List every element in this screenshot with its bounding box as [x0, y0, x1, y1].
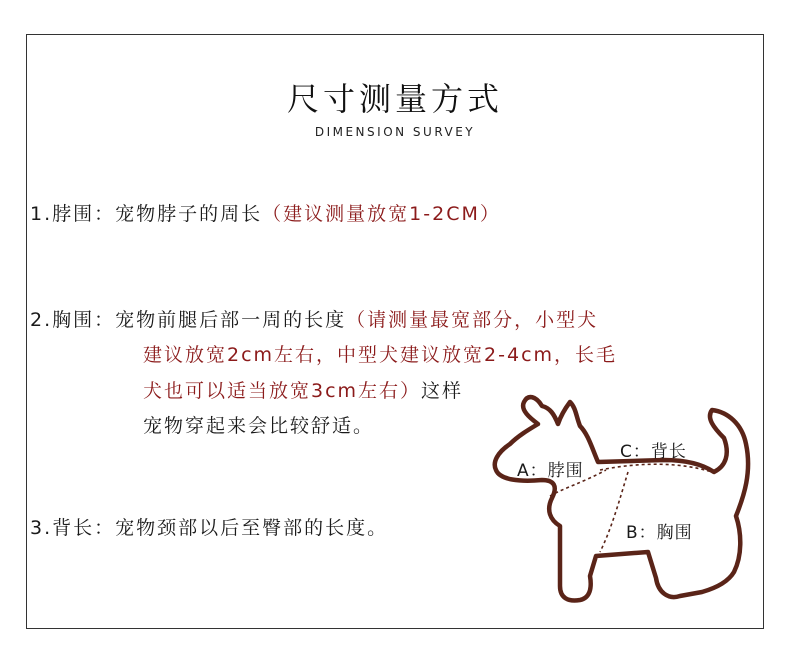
back-desc: 宠物颈部以后至臀部的长度。 [115, 517, 389, 539]
back-label: 3.背长： [30, 517, 116, 539]
neck-label: 1.脖围： [30, 203, 116, 225]
chest-item [30, 308, 598, 332]
dog-outline [495, 397, 748, 600]
chest-note-line-1: （请测量最宽部分，小型犬 [346, 309, 599, 331]
chest-comfort-line: 宠物穿起来会比较舒适。 [143, 415, 375, 437]
neck-diagram-label: A：脖围 [517, 461, 584, 481]
chest-desc: 宠物前腿后部一周的长度 [115, 309, 347, 331]
page-subtitle: DIMENSION SURVEY [314, 125, 476, 139]
chest-label: 2.胸围： [30, 309, 116, 331]
neck-desc: 宠物脖子的周长 [115, 203, 263, 225]
chest-note-tail: 这样 [421, 380, 464, 402]
neck-note: （建议测量放宽1-2CM） [262, 203, 501, 225]
chest-note-line-3-row [143, 379, 463, 403]
neck-item [30, 202, 501, 226]
page-title: 尺寸测量方式 [286, 80, 503, 118]
back-diagram-label: C：背长 [620, 442, 687, 462]
chest-note-line-2: 建议放宽2cm左右，中型犬建议放宽2-4cm，长毛 [143, 344, 618, 366]
chest-measure-line [600, 472, 628, 552]
dog-diagram [480, 388, 760, 623]
chest-diagram-label: B：胸围 [626, 523, 693, 543]
chest-note-line-3: 犬也可以适当放宽3cm左右） [143, 380, 422, 402]
back-item [30, 516, 388, 540]
